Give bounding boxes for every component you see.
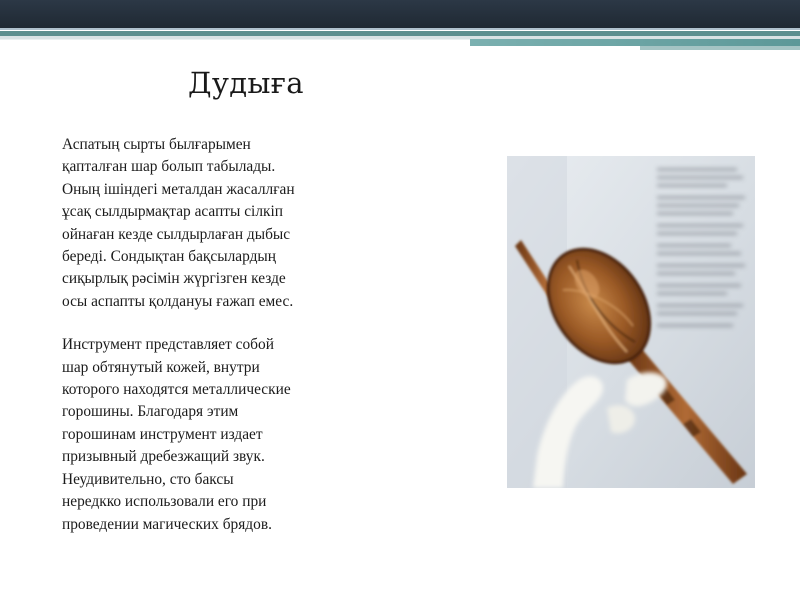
paragraph-line: Неудивительно, сто баксы	[62, 470, 234, 488]
paragraph-line: береді. Сондықтан бақсылардың	[62, 248, 276, 266]
paragraph-russian	[62, 334, 362, 536]
paragraph-line: Оның ішіндегі металдан жасаллған	[62, 180, 295, 198]
header-highlight-line	[0, 28, 800, 30]
paragraph-line: ойнаған кезде сылдырлаған дыбыс	[62, 225, 291, 243]
paragraph-line: призывный дребезжащий звук.	[62, 448, 265, 466]
paragraph-line: горошины. Благодаря этим	[62, 403, 239, 421]
paragraph-line: сиқырлық рәсімін жүргізген кезде	[62, 270, 286, 288]
paragraph-kazakh	[62, 134, 362, 313]
paragraph-line: горошинам инструмент издает	[62, 425, 263, 443]
header-teal-tab	[470, 39, 800, 46]
paragraph-line: Инструмент представляет собой	[62, 336, 274, 354]
paragraph-line: шар обтянутый кожей, внутри	[62, 358, 260, 376]
paragraph-line: осы аспапты қолдануы ғажап емес.	[62, 292, 294, 310]
paragraph-line: нередкко использовали его при	[62, 493, 267, 511]
instrument-photo	[507, 156, 755, 488]
header-band	[0, 0, 800, 28]
paragraph-line: Аспатың сырты былғарымен	[62, 136, 251, 153]
paragraph-line: которого находятся металлические	[62, 381, 291, 399]
text-column	[62, 134, 362, 536]
header-light-tab	[640, 46, 800, 50]
header-divider	[0, 39, 470, 40]
paragraph-line: проведении магических брядов.	[62, 515, 272, 533]
dudyga-instrument-image	[507, 156, 755, 488]
paragraph-line: ұсақ сылдырмақтар асапты сілкіп	[62, 203, 283, 221]
slide-title: Дудыға	[188, 66, 304, 100]
paragraph-line: қапталған шар болып табылады.	[62, 158, 276, 176]
